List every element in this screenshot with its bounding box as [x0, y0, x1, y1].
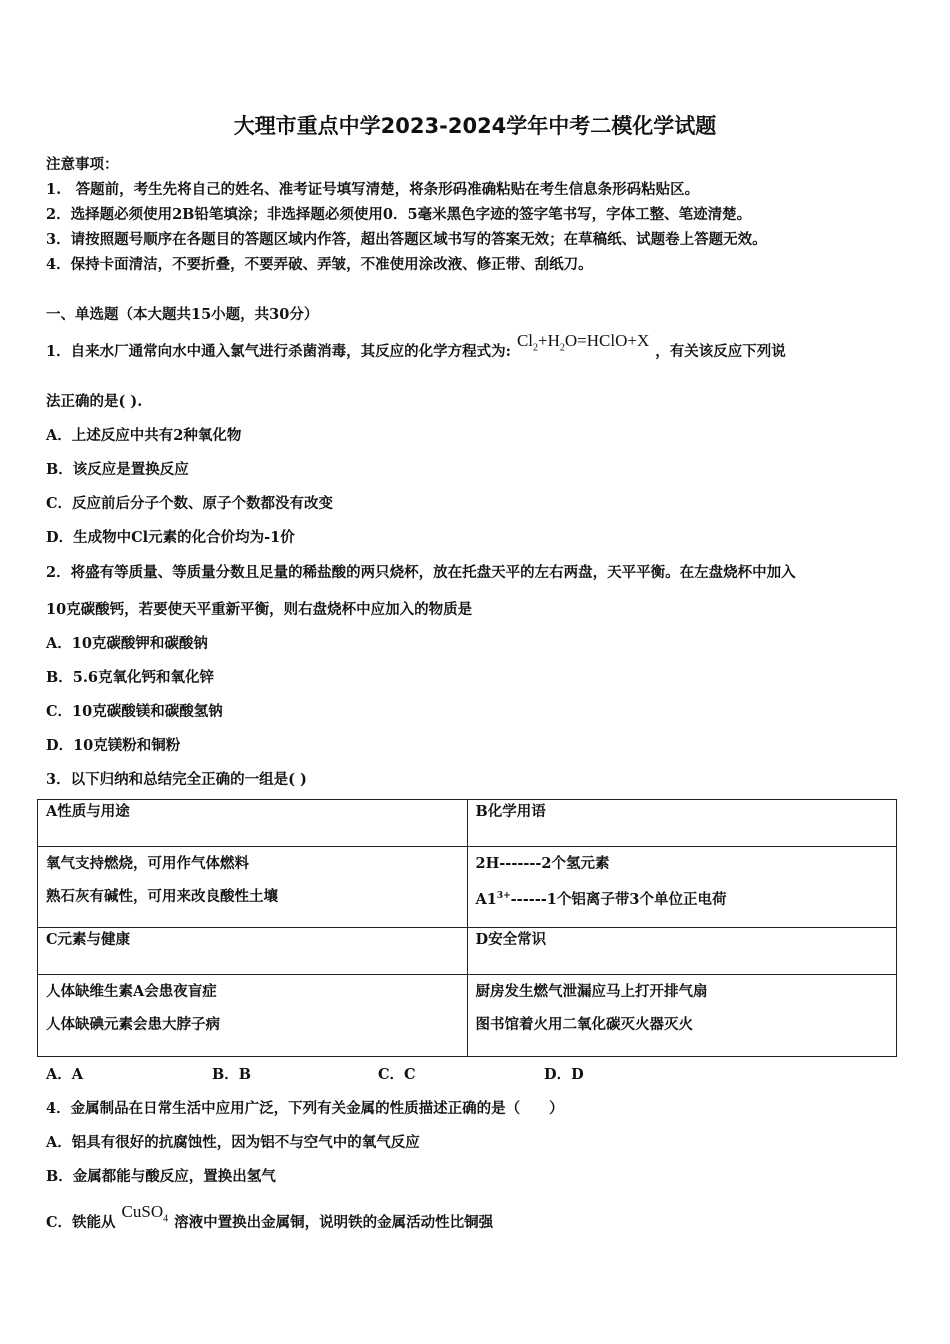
q3-option: D．D — [544, 1066, 584, 1083]
question-2-stem: 2．将盛有等质量、等质量分数且足量的稀盐酸的两只烧杯，放在托盘天平的左右两盘，天平平衡。在左盘烧杯中加入 — [46, 564, 796, 581]
q1-formula: $Cl_2+H_2O=HClO+X$ — [516, 331, 650, 354]
cuso4-formula: CuSO$_4$ — [121, 1202, 169, 1225]
cell-line: 人体缺维生素A会患夜盲症 — [46, 983, 217, 1000]
q4-option: A．铝具有很好的抗腐蚀性，因为铝不与空气中的氧气反应 — [46, 1134, 420, 1151]
cell-line: 厨房发生燃气泄漏应马上打开排气扇 — [475, 983, 708, 1000]
q1-stem-part-b: ，有关该反应下列说 — [655, 343, 786, 360]
notice-item: 1. 答题前，考生先将自己的姓名、准考证号填写清楚，将条形码准确粘贴在考生信息条形码粘贴区。 — [46, 181, 700, 198]
q1-option: C．反应前后分子个数、原子个数都没有改变 — [46, 495, 334, 512]
q2-option: C．10克碳酸镁和碳酸氢钠 — [46, 703, 223, 720]
question-4-stem: 4．金属制品在日常生活中应用广泛，下列有关金属的性质描述正确的是（ ） — [46, 1100, 564, 1117]
q4-option-c-pre: C．铁能从 — [46, 1214, 116, 1231]
q2-option: A．10克碳酸钾和碳酸钠 — [46, 635, 208, 652]
q4-option-c — [46, 1202, 494, 1234]
q3-option: B．B — [212, 1066, 252, 1083]
q3-table — [37, 799, 897, 1057]
q1-stem-part-a: 1．自来水厂通常向水中通入氯气进行杀菌消毒，其反应的化学方程式为: — [46, 343, 511, 360]
cell-line: 氧气支持燃烧，可用作气体燃料 — [46, 855, 249, 872]
q4-option-c-post: 溶液中置换出金属铜，说明铁的金属活动性比铜强 — [174, 1214, 494, 1231]
cell-b-body — [467, 847, 897, 928]
notice-item: 2．选择题必须使用2B铅笔填涂；非选择题必须使用0．5毫米黑色字迹的签字笔书写，字体工整、笔迹清楚。 — [46, 206, 752, 223]
ion-charge: 3+ — [496, 891, 511, 901]
q3-options — [46, 1063, 710, 1084]
cell-line — [476, 880, 897, 916]
q2-option: B．5.6克氧化钙和氧化锌 — [46, 669, 214, 686]
q1-stem-continued: 法正确的是( ). — [46, 393, 143, 410]
q1-option: B．该反应是置换反应 — [46, 461, 189, 478]
question-3-stem: 3．以下归纳和总结完全正确的一组是( ) — [46, 771, 307, 788]
notice-item: 3．请按照题号顺序在各题目的答题区域内作答，超出答题区域书写的答案无效；在草稿纸、试题卷上答题无效。 — [46, 231, 767, 248]
notice-heading: 注意事项： — [46, 156, 119, 173]
cell-b-head: B化学用语 — [467, 800, 897, 847]
q2-option: D．10克镁粉和铜粉 — [46, 737, 181, 754]
cell-line: 图书馆着火用二氧化碳灭火器灭火 — [475, 1016, 693, 1033]
q1-option: A．上述反应中共有2种氧化物 — [46, 427, 242, 444]
cell-a-head: A性质与用途 — [38, 800, 468, 847]
cell-a-body — [38, 847, 468, 928]
q3-option: A．A — [46, 1066, 84, 1083]
section-heading: 一、单选题（本大题共15小题，共30分） — [46, 306, 319, 323]
q2-stem-continued: 10克碳酸钙，若要使天平重新平衡，则右盘烧杯中应加入的物质是 — [46, 601, 473, 618]
question-1-stem — [46, 331, 786, 363]
page-title: 大理市重点中学2023-2024学年中考二模化学试题 — [233, 114, 717, 138]
q4-option: B．金属都能与酸反应，置换出氢气 — [46, 1168, 276, 1185]
notice-item: 4．保持卡面清洁，不要折叠，不要弄破、弄皱，不准使用涂改液、修正带、刮纸刀。 — [46, 256, 593, 273]
cell-line: 熟石灰有碱性，可用来改良酸性土壤 — [46, 888, 278, 905]
cell-line: 人体缺碘元素会患大脖子病 — [46, 1016, 220, 1033]
q1-option: D．生成物中Cl元素的化合价均为-1价 — [46, 529, 295, 546]
ion-symbol: A1 — [475, 890, 497, 908]
q3-option: C．C — [378, 1066, 416, 1083]
cell-d-body — [467, 975, 897, 1057]
cell-line: 2H-------2个氢元素 — [475, 855, 610, 872]
ion-description: ------1个铝离子带3个单位正电荷 — [510, 890, 727, 908]
cell-d-head: D安全常识 — [467, 928, 897, 975]
cell-c-head: C元素与健康 — [38, 928, 468, 975]
cell-c-body — [38, 975, 468, 1057]
